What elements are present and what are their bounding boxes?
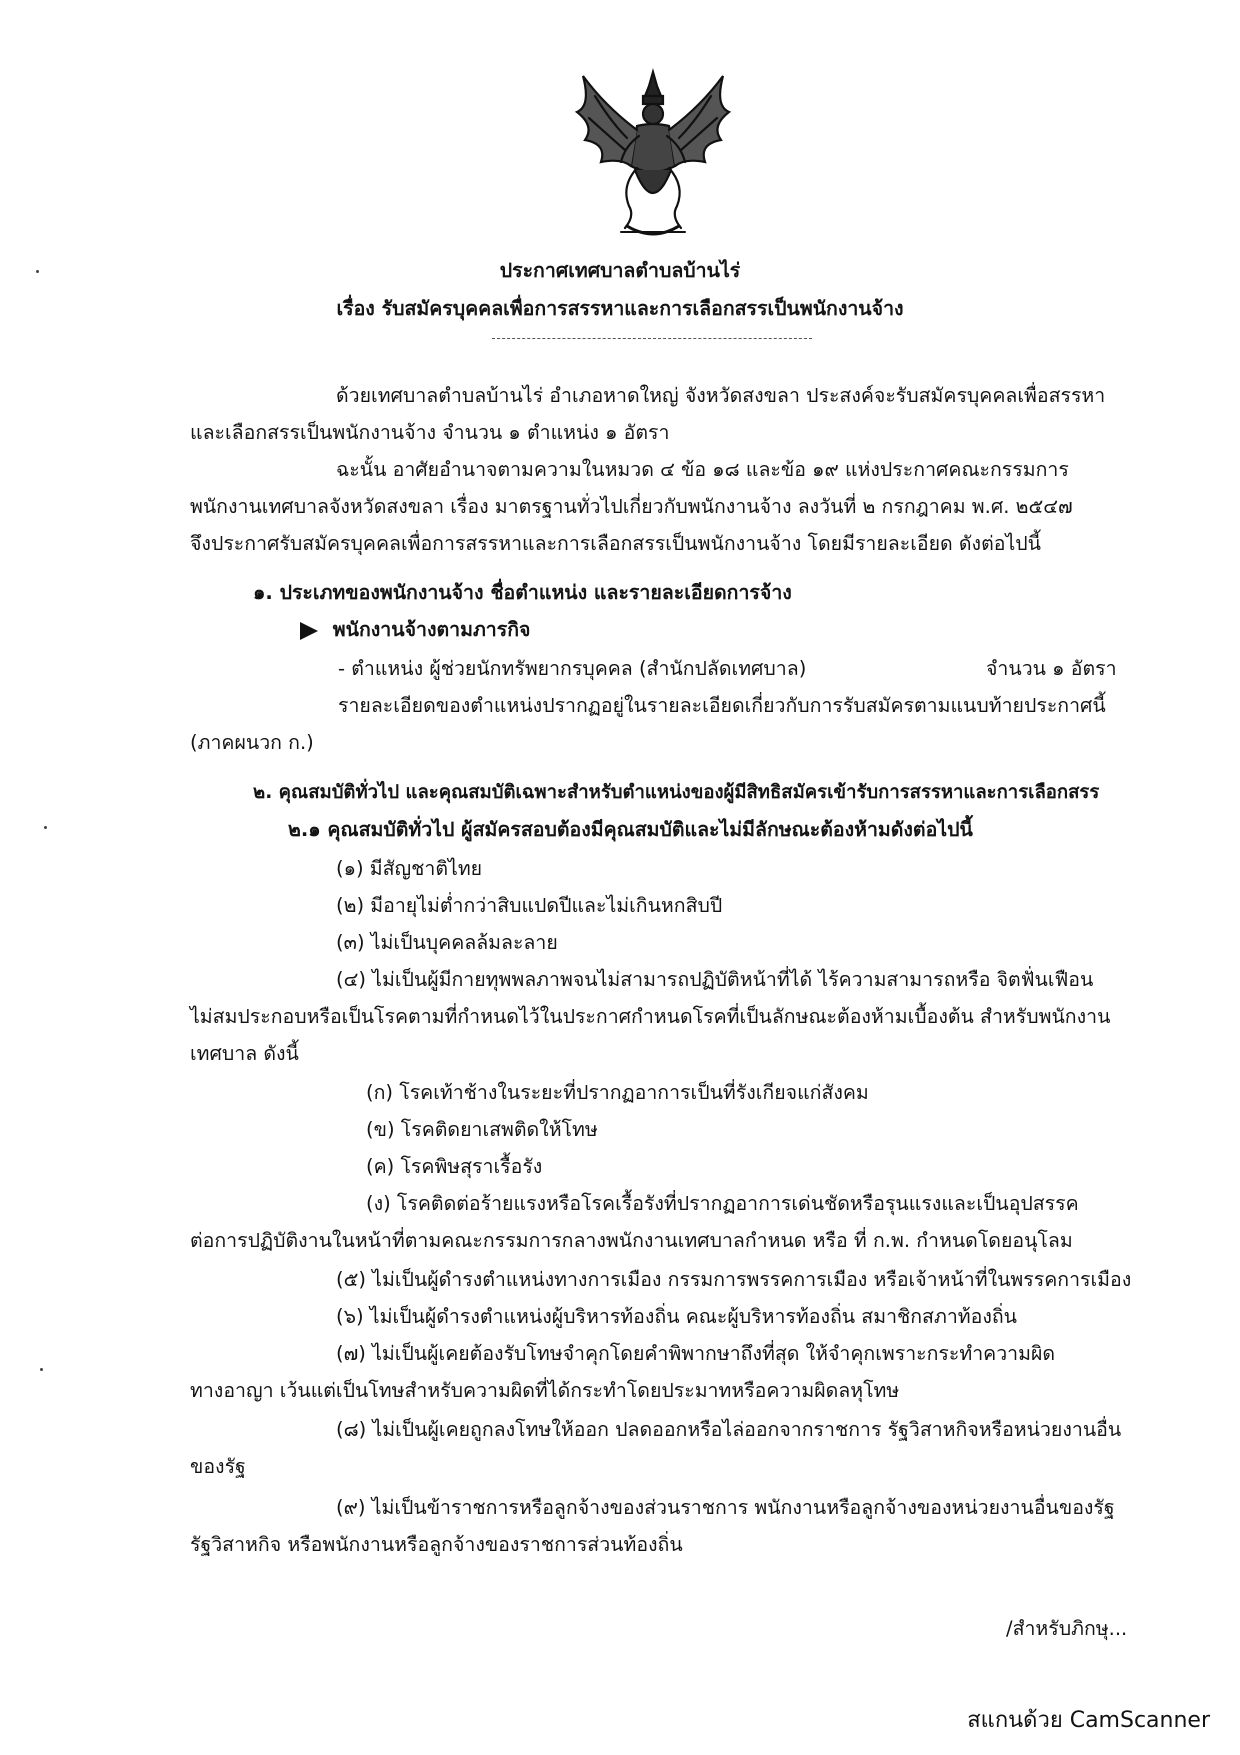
announcement-title: ประกาศเทศบาลตำบลบ้านไร่ [499,259,741,282]
disease-item: (ค) โรคพิษสุราเรื้อรัง [366,1155,543,1178]
position-detail: รายละเอียดของตำแหน่งปรากฏอยู่ในรายละเอียดเกี่ยวกับการรับสมัครตามแนบท้ายประกาศนี้ [338,694,1106,717]
scan-speck [40,1368,43,1371]
disease-item: ต่อการปฏิบัติงานในหน้าที่ตามคณะกรรมการกลางพนักงานเทศบาลกำหนด หรือ ที่ ก.พ. กำหนดโดยอนุโลม [190,1229,1073,1252]
intro-line: จึงประกาศรับสมัครบุคคลเพื่อการสรรหาและการเลือกสรรเป็นพนักงานจ้าง โดยมีรายละเอียด ดังต่อไปนี้ [190,532,1041,555]
disease-item: (ง) โรคติดต่อร้ายแรงหรือโรคเรื้อรังที่ปรากฏอาการเด่นชัดหรือรุนแรงและเป็นอุปสรรค [366,1192,1079,1215]
qualification-item: (๗) ไม่เป็นผู้เคยต้องรับโทษจำคุกโดยคำพิพากษาถึงที่สุด ให้จำคุกเพราะกระทำความผิด [336,1342,1056,1365]
position-quota: จำนวน ๑ อัตรา [986,657,1117,680]
employee-type-label: พนักงานจ้างตามภารกิจ [332,618,531,641]
intro-line: ฉะนั้น อาศัยอำนาจตามความในหมวด ๔ ข้อ ๑๘ และข้อ ๑๙ แห่งประกาศคณะกรรมการ [336,458,1069,481]
qualification-item: (๙) ไม่เป็นข้าราชการหรือลูกจ้างของส่วนราชการ พนักงานหรือลูกจ้างของหน่วยงานอื่นของรัฐ [336,1496,1115,1519]
qualification-item: (๘) ไม่เป็นผู้เคยถูกลงโทษให้ออก ปลดออกหรือไล่ออกจากราชการ รัฐวิสาหกิจหรือหน่วยงานอื่น [336,1418,1122,1441]
disease-item: (ก) โรคเท้าช้างในระยะที่ปรากฏอาการเป็นที่รังเกียจแก่สังคม [366,1081,869,1104]
qualification-item: (๖) ไม่เป็นผู้ดำรงตำแหน่งผู้บริหารท้องถิ่น คณะผู้บริหารท้องถิ่น สมาชิกสภาท้องถิ่น [336,1305,1017,1328]
qualification-item: (๓) ไม่เป็นบุคคลล้มละลาย [336,931,558,954]
intro-line: ด้วยเทศบาลตำบลบ้านไร่ อำเภอหาดใหญ่ จังหวัดสงขลา ประสงค์จะรับสมัครบุคคลเพื่อสรรหา [336,384,1106,407]
intro-line: พนักงานเทศบาลจังหวัดสงขลา เรื่อง มาตรฐานทั่วไปเกี่ยวกับพนักงานจ้าง ลงวันที่ ๒ กรกฎาคม พ.ศ. ๒๕๔๗ [190,495,1073,518]
title-divider [492,338,812,339]
triangle-bullet-icon [300,622,318,640]
continuation-note: /สำหรับภิกษุ... [1006,1617,1128,1640]
section-2-heading: ๒. คุณสมบัติทั่วไป และคุณสมบัติเฉพาะสำหรับตำแหน่งของผู้มีสิทธิสมัครเข้ารับการสรรหาและการเลือกสรร [253,782,1100,803]
qualification-item: (๔) ไม่เป็นผู้มีกายทุพพลภาพจนไม่สามารถปฏิบัติหน้าที่ได้ ไร้ความสามารถหรือ จิตฟั่นเฟือน [336,968,1094,991]
qualification-item: (๑) มีสัญชาติไทย [336,857,483,880]
appendix-ref: (ภาคผนวก ก.) [190,731,314,754]
garuda-emblem [565,66,741,244]
qualification-item: (๒) มีอายุไม่ต่ำกว่าสิบแปดปีและไม่เกินหกสิบปี [336,894,723,917]
qualification-item: ไม่สมประกอบหรือเป็นโรคตามที่กำหนดไว้ในประกาศกำหนดโรคที่เป็นลักษณะต้องห้ามเบื้องต้น สำหรับพนักงาน [190,1005,1111,1028]
qualification-item: เทศบาล ดังนี้ [190,1042,299,1065]
scan-speck [36,270,39,273]
section-1-heading: ๑. ประเภทของพนักงานจ้าง ชื่อตำแหน่ง และรายละเอียดการจ้าง [253,581,792,604]
scan-speck [44,826,47,829]
section-2-1-heading: ๒.๑ คุณสมบัติทั่วไป ผู้สมัครสอบต้องมีคุณสมบัติและไม่มีลักษณะต้องห้ามดังต่อไปนี้ [288,818,973,841]
position-name: - ตำแหน่ง ผู้ช่วยนักทรัพยากรบุคคล (สำนักปลัดเทศบาล) [338,657,807,680]
employee-type [300,617,530,643]
qualification-item: รัฐวิสาหกิจ หรือพนักงานหรือลูกจ้างของราชการส่วนท้องถิ่น [190,1533,683,1556]
qualification-item: (๕) ไม่เป็นผู้ดำรงตำแหน่งทางการเมือง กรรมการพรรคการเมือง หรือเจ้าหน้าที่ในพรรคการเมือง [336,1268,1132,1291]
qualification-item: ของรัฐ [190,1455,246,1478]
qualification-item: ทางอาญา เว้นแต่เป็นโทษสำหรับความผิดที่ได้กระทำโดยประมาทหรือความผิดลหุโทษ [190,1379,900,1402]
disease-item: (ข) โรคติดยาเสพติดให้โทษ [366,1118,598,1141]
scanner-watermark: สแกนด้วย CamScanner [967,1708,1210,1733]
intro-line: และเลือกสรรเป็นพนักงานจ้าง จำนวน ๑ ตำแหน่ง ๑ อัตรา [190,421,670,444]
announcement-subject: เรื่อง รับสมัครบุคคลเพื่อการสรรหาและการเลือกสรรเป็นพนักงานจ้าง [336,297,904,320]
